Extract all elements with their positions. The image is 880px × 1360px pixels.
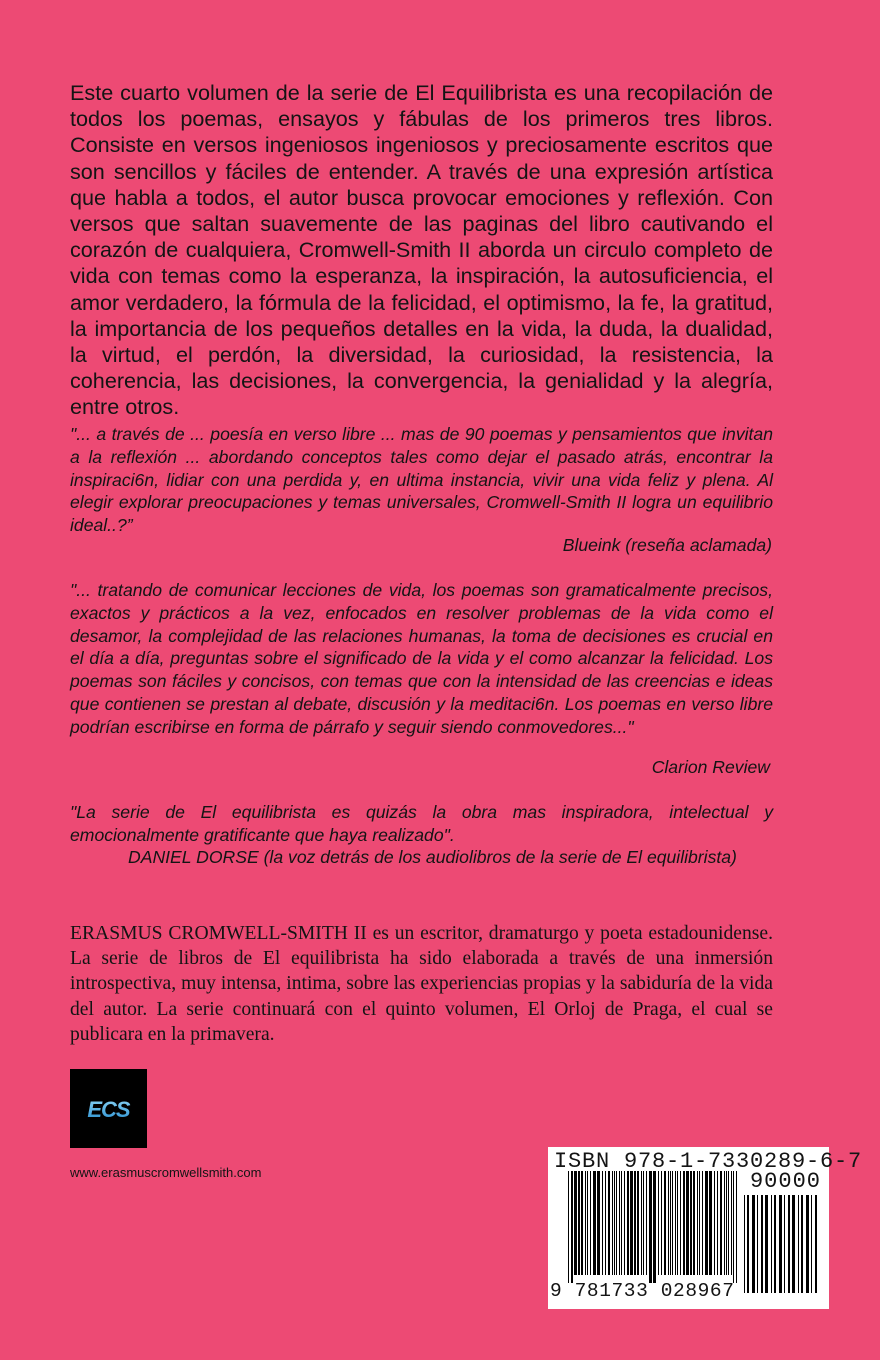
logo-text: ECS [87, 1097, 130, 1122]
barcode-bar [653, 1171, 656, 1283]
barcode-bar [649, 1171, 652, 1283]
barcode-bar [686, 1171, 689, 1275]
isbn-label: ISBN 978-1-7330289-6-7 [554, 1149, 863, 1174]
barcode-bar [602, 1171, 603, 1275]
barcode-addon-bar [811, 1195, 812, 1293]
price-code: 90000 [749, 1169, 821, 1194]
barcode-bar [702, 1171, 703, 1275]
barcode-bar [736, 1171, 737, 1283]
barcode-bar [581, 1171, 583, 1275]
review-quote-clarion: "... tratando de comunicar lecciones de vida, los poemas son gramaticalmente precisos, exactos y prácticos a la vez, enfocados en resolver problemas de la vida como el desamor, la complejidad de las relaciones humanas, la toma de decisiones es crucial en el día a día, preguntas sobre el significado de la vida y el como alcanzar la felicidad. Los poemas son fáciles y concisos, con temas que con la intensidad de las creencias e ideas que contienen se prestan al debate, discusión y la meditaci6n. Los poemas en verso libre podrían escribirse en forma de párrafo y seguir siendo conmovedores..." [70, 580, 773, 737]
barcode-bar [731, 1171, 732, 1275]
review-quote-blueink: "... a través de ... poesía en verso libre ... mas de 90 poemas y pensamientos que invitan a la reflexión ... abordando conceptos tales como dejar el pasado atrás, encontrar la inspiraci6n, lidiar con una perdida y, en ultima instancia, vivir una vida feliz y plena. Al elegir explorar preocupaciones y temas universales, Cromwell-Smith II logra un equilibrio ideal..?” [70, 424, 773, 536]
barcode-bar [637, 1171, 639, 1275]
barcode-bar [574, 1171, 577, 1275]
barcode-bar [661, 1171, 662, 1275]
intro-paragraph: Este cuarto volumen de la serie de El Equilibrista es una recopilación de todos los poemas, ensayos y fábulas de los primeros tres libros. Consiste en versos ingeniosos ingeniosos y preciosamente escritos que son sencillos y fáciles de entender. A través de una expresión artística que habla a todos, el autor busca provocar emociones y reflexión. Con versos que saltan suavemente de las paginas del libro cautivando el corazón de cualquiera, Cromwell-Smith II aborda un circulo completo de vida con temas como la esperanza, la inspiración, la autosuficiencia, el amor verdadero, la fórmula de la felicidad, el optimismo, la fe, la gratitud, la importancia de los pequeños detalles en la vida, la duda, la dualidad, la virtud, el perdón, la diversidad, la curiosidad, la resistencia, la coherencia, las decisiones, la convergencia, la genialidad y la alegría, entre otros. [70, 80, 773, 420]
barcode-bar [726, 1171, 727, 1275]
barcode-bar [597, 1171, 600, 1275]
barcode-bar [612, 1171, 613, 1275]
barcode-bar [587, 1171, 588, 1275]
barcode-addon-bar [765, 1195, 768, 1293]
isbn-barcode [548, 1147, 863, 1309]
ecs-logo-icon [70, 1069, 147, 1148]
barcode-bar [571, 1171, 573, 1283]
barcode-addon-bar [806, 1195, 809, 1293]
barcode-bar [683, 1171, 685, 1275]
barcode-bar [693, 1171, 695, 1275]
barcode-addon-bar [771, 1195, 772, 1293]
barcode-addon-bar [779, 1195, 782, 1293]
barcode-bar [664, 1171, 666, 1275]
barcode-bar [677, 1171, 678, 1275]
barcode-bar [627, 1171, 629, 1275]
barcode-bar [699, 1171, 700, 1275]
barcode-bar [621, 1171, 622, 1275]
barcode-bar [608, 1171, 610, 1275]
barcode-bar [614, 1171, 615, 1275]
publisher-logo [70, 1069, 147, 1148]
barcode-bar [605, 1171, 606, 1275]
barcode-addon-bar [744, 1195, 745, 1293]
barcode-addon-bar [798, 1195, 799, 1293]
barcode-bar [585, 1171, 586, 1275]
barcode-addon-bar [792, 1195, 795, 1293]
barcode-bar [634, 1171, 636, 1275]
barcode-bar [680, 1171, 681, 1275]
ean-digits: 9 781733 028967 [550, 1280, 735, 1302]
barcode-bar [578, 1171, 580, 1275]
review-attribution-blueink: Blueink (reseña aclamada) [562, 535, 772, 555]
barcode-bar [624, 1171, 625, 1275]
website-link[interactable]: www.erasmuscromwellsmith.com [70, 1165, 262, 1180]
barcode-bar [720, 1171, 722, 1275]
barcode-bar [646, 1171, 647, 1275]
barcode-bar [714, 1171, 715, 1275]
barcode-addon-bar [757, 1195, 758, 1293]
review-attribution-dorse: DANIEL DORSE (la voz detrás de los audiolibros de la serie de El equilibrista) [128, 847, 737, 867]
barcode-addon-bar [752, 1195, 755, 1293]
barcode-addon-bar [815, 1195, 817, 1293]
barcode-addon-bar [801, 1195, 803, 1293]
barcode-bar [630, 1171, 633, 1275]
barcode-addon-bar [761, 1195, 763, 1293]
barcode-bar [717, 1171, 718, 1275]
barcode-bar [593, 1171, 596, 1275]
barcode-bar [670, 1171, 671, 1275]
barcode-bar [590, 1171, 591, 1275]
barcode-bar [733, 1171, 734, 1283]
barcode-bar [697, 1171, 698, 1275]
barcode-bar [709, 1171, 712, 1275]
barcode-bar [728, 1171, 729, 1275]
review-attribution-clarion: Clarion Review [651, 757, 770, 777]
barcode-addon-bar [747, 1195, 749, 1293]
barcode-addon-bar [774, 1195, 776, 1293]
barcode-bar [705, 1171, 708, 1275]
review-quote-dorse: "La serie de El equilibrista es quizás la obra mas inspiradora, intelectual y emocionalmente gratificante que haya realizado". [70, 802, 773, 845]
barcode-bar [658, 1171, 659, 1275]
barcode-addon-bar [784, 1195, 785, 1293]
barcode-bar [568, 1171, 569, 1283]
barcode-bar [643, 1171, 644, 1275]
barcode-bar [641, 1171, 642, 1275]
barcode-bar [724, 1171, 725, 1275]
barcode-bar [616, 1171, 617, 1275]
barcode-bar [690, 1171, 692, 1275]
barcode-bar [619, 1171, 620, 1275]
barcode-bar [675, 1171, 676, 1275]
barcode-addon-bar [788, 1195, 790, 1293]
barcode-bar [668, 1171, 669, 1275]
author-bio: ERASMUS CROMWELL-SMITH II es un escritor, dramaturgo y poeta estadounidense. La serie de libros de El equilibrista ha sido elaborada a través de una inmersión introspectiva, muy intensa, intima, sobre las experiencias propias y la sabiduría de la vida del autor. La serie continuará con el quinto volumen, El Orloj de Praga, el cual se publicara en la primavera. [70, 923, 773, 1045]
barcode-bar [672, 1171, 673, 1275]
